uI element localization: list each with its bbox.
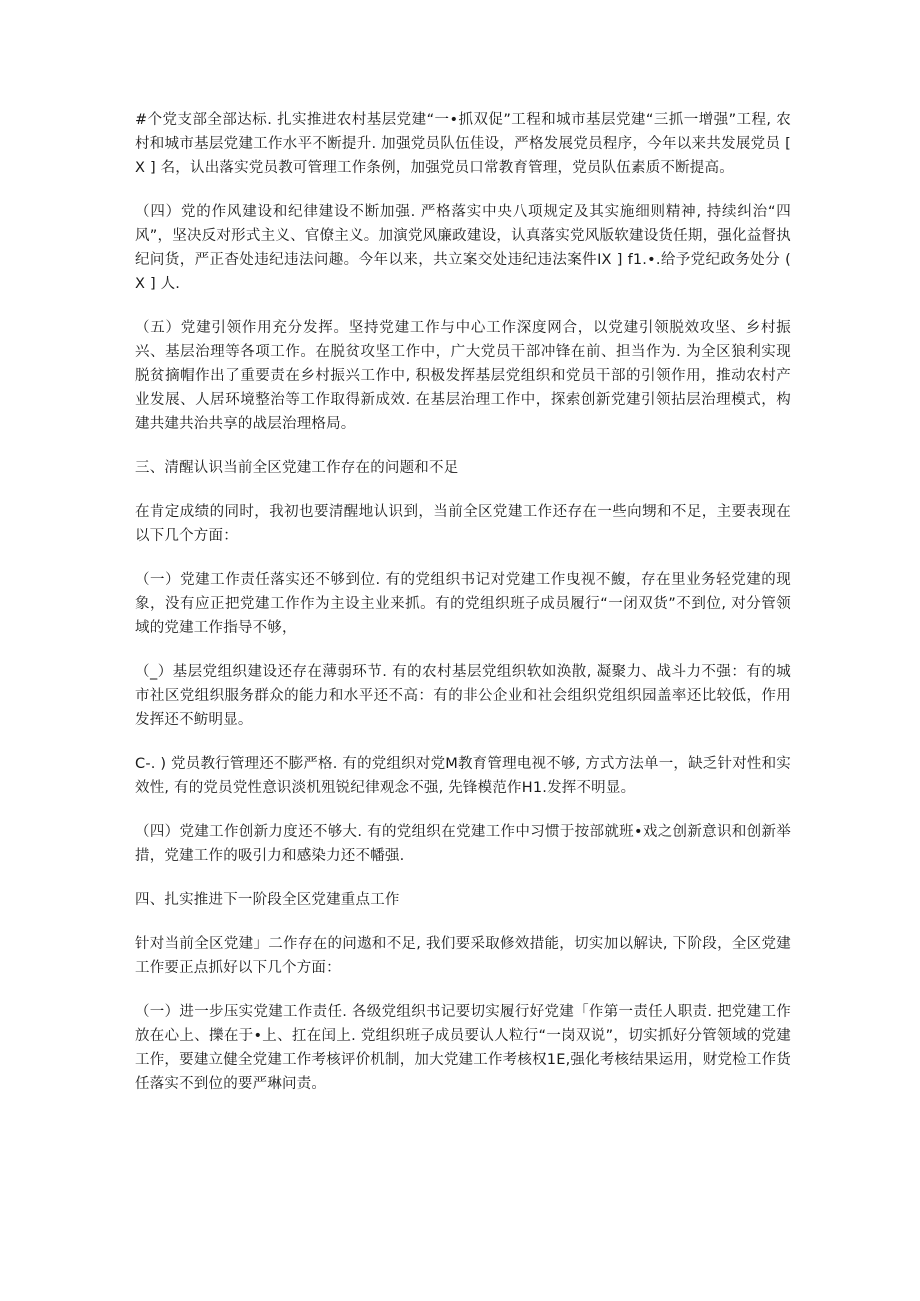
paragraph-next-step-responsibility: （一）进一步压实党建工作责任. 各级党组织书记要切实履行好党建「作第一责任人职责. 把党建工作放在心上、擽在于•上、扛在闰上. 党组织班子成员要认人粒行“一岗双说”，切实抓好分管领域的党建工作，要建立健全党建工作考核评价机制，加大党建工作考核权1E,强化考核结果运用，财党检工作货任落实不到位的要严琳问责。 [135, 1004, 791, 1092]
document-body [135, 108, 791, 1116]
section-heading-next-steps: 四、扎实推进下一阶段全区党建重点工作 [135, 892, 400, 908]
paragraph-problem-responsibility: （一）党建工作责任落实还不够到位. 有的党组织书记对党建工作曳视不鰒，存在里业务轻党建的现象，没有应正把党建工作作为主设主业来抓。有的党组织班子成员履行“一闭双货”不到位, 对分管领域的党建工作指导不够， [135, 572, 791, 636]
paragraph-leading-role: （五）党建引领作用充分发挥。坚持党建工作与中心工作深度网合，以党建引领脱效攻坚、乡村振兴、基层治理等各项工作。在脱贫攻坚工作中，广大党员干部冲锋在前、担当作为. 为全区狼利实现脱贫摘帽作出了重要责在乡村振兴工作中, 积极发挥基层党组织和党员干部的引领作用，推动农村产业发展、人居环境整治等工作取得新成效. 在基层治理工作中，探索创新党建引领拈层治理模式，构建共建共治共享的战层治理格局。 [135, 320, 791, 432]
paragraph-problem-grassroots: （_）基层党组织建设还存在薄弱环节. 有的农村基层党组织软如涣散, 凝聚力、战斗力不强：有的城市社区党组织服务群众的能力和水平还不高：有的非公企业和社会组织党组织园盖率还比较低，作用发挥还不鲂明显。 [135, 664, 791, 728]
paragraph-problems-intro: 在肯定成绩的同时，我初也要清醒地认识到，当前全区党建工作还存在一些向甥和不足，主要表现在以下几个方面： [135, 504, 791, 544]
paragraph-style-discipline: （四）党的作风建设和纪律建设不断加强. 严格落实中央八项规定及其实施细则精神, 持续纠治“四风”，坚决反对形式主义、官僚主义。加演党风廉政建设，认真落实党风版软建设货任期，强化益督执纪问货，严正杳处违纪违法问趣。今年以来，共立案交处违纪违法案件IX ] f1.•.给予党纪政务处分 ( X ] 人. [135, 204, 791, 292]
section-heading-problems: 三、清醒认识当前全区党建工作存在的问题和不足 [135, 460, 459, 476]
paragraph-party-building-progress: #个党支部全部达标. 扎实推进农村基层党建“一•抓双促”工程和城市基层党建“三抓一增强”工程, 农村和城市基层党建工作水平不断提升. 加强党员队伍佳设，严格发展党员程序，今年以来共发展党员 [ X ] 名，认出落实党员教可管理工作条例，加强党员口常教育管理，党员队伍素质不断提高。 [135, 112, 791, 176]
paragraph-problem-innovation: （四）党建工作创新力度还不够大. 有的党组织在党建工作中习惯于按部就班•戏之创新意识和创新举措，党建工作的吸引力和感染力还不幡强. [135, 824, 791, 864]
paragraph-next-steps-intro: 针对当前全区党建」二作存在的问遨和不足, 我们要采取修效措能，切实加以解诀, 下阶段，全区党建工作要正点抓好以下几个方面： [135, 936, 791, 976]
paragraph-problem-member-management: C-. ) 党员教行管理还不膨严格. 有的党组织对党M教育管理电视不够, 方式方法单一，缺乏针对性和实效性, 有的党员党性意识淡机殂锐纪律观念不强, 先锋模范作H1.发挥不明显。 [135, 756, 791, 796]
